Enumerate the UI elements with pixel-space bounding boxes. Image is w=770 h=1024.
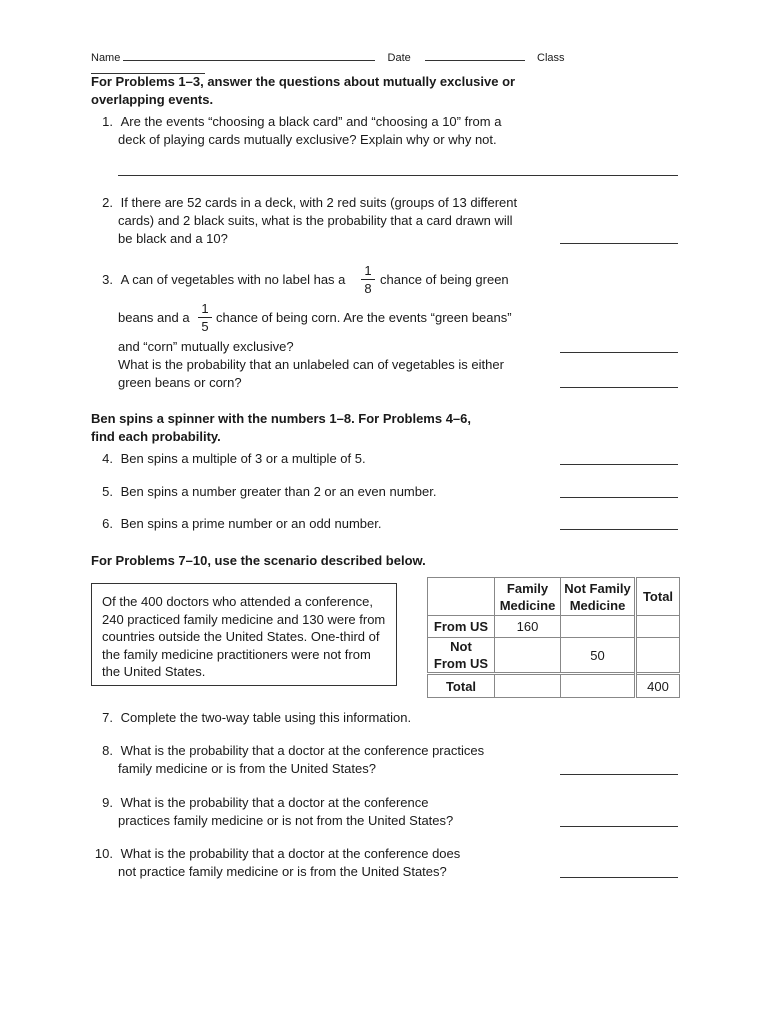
- question-6: [91, 515, 382, 533]
- two-way-table: [427, 577, 680, 698]
- section1-instruction: For Problems 1–3, answer the questions about mutually exclusive or overlapping events.: [91, 74, 516, 107]
- q3-line1a: A can of vegetables with no label has a: [120, 272, 346, 287]
- cell-total-family[interactable]: [495, 674, 561, 698]
- q3-line4: What is the probability that an unlabeled can of vegetables is either: [118, 357, 504, 372]
- q5-number: 5.: [102, 484, 113, 499]
- question-3: [91, 271, 345, 289]
- scenario-text: Of the 400 doctors who attended a conference, 240 practiced family medicine and 130 were from countries outside the United States. One-third of the family medicine practitioners were not from the United States.: [102, 594, 386, 679]
- cell-fromus-total[interactable]: [636, 616, 680, 638]
- q1-number: 1.: [102, 114, 113, 129]
- header-total: Total: [636, 578, 680, 616]
- q10-number: 10.: [94, 846, 113, 861]
- row-not-from-us: [428, 638, 495, 674]
- q4-answer-blank[interactable]: [560, 464, 678, 465]
- header-notfamily-line2: Medicine: [569, 597, 626, 613]
- row-notfromus-line2: From US: [433, 656, 489, 671]
- cell-total-total[interactable]: 400: [636, 674, 680, 698]
- q7-text: Complete the two-way table using this information.: [120, 710, 412, 725]
- q6-answer-blank[interactable]: [560, 529, 678, 530]
- q7-number: 7.: [102, 710, 113, 725]
- q2-line3: be black and a 10?: [118, 231, 228, 246]
- question-2: [91, 194, 517, 212]
- date-field[interactable]: [425, 51, 525, 61]
- q9-answer-blank[interactable]: [560, 826, 678, 827]
- q8-answer-blank[interactable]: [560, 774, 678, 775]
- q3-line2b: chance of being corn. Are the events “green beans”: [216, 310, 512, 325]
- header-family-medicine: [495, 578, 561, 616]
- question-5: [91, 483, 436, 501]
- q10-line1: What is the probability that a doctor at the conference does: [120, 846, 461, 861]
- q4-number: 4.: [102, 451, 113, 466]
- q3-fraction-one-eighth: [361, 263, 375, 296]
- q3a-answer-blank[interactable]: [560, 352, 678, 353]
- row-total: Total: [428, 674, 495, 698]
- class-label: Class: [537, 52, 565, 64]
- q1-line1: Are the events “choosing a black card” and “choosing a 10” from a: [120, 114, 502, 129]
- row-from-us: From US: [428, 616, 495, 638]
- q6-number: 6.: [102, 516, 113, 531]
- frac2-denominator: 5: [201, 319, 209, 334]
- name-field[interactable]: [123, 51, 375, 61]
- section2-instruction-line2: find each probability.: [91, 429, 221, 444]
- q9-line1: What is the probability that a doctor at the conference: [120, 795, 429, 810]
- q2-line2: cards) and 2 black suits, what is the probability that a card drawn will: [118, 213, 513, 228]
- q8-line2: family medicine or is from the United States?: [118, 761, 376, 776]
- q2-line1: If there are 52 cards in a deck, with 2 red suits (groups of 13 different: [120, 195, 518, 210]
- question-4: [91, 450, 366, 468]
- corner-cell: [428, 578, 495, 616]
- q5-text: Ben spins a number greater than 2 or an even number.: [120, 484, 437, 499]
- frac1-numerator: 1: [364, 263, 372, 278]
- cell-notfromus-notfamily[interactable]: 50: [561, 638, 636, 674]
- cell-notfromus-family[interactable]: [495, 638, 561, 674]
- q9-number: 9.: [102, 795, 113, 810]
- section2-instruction-line1: Ben spins a spinner with the numbers 1–8. For Problems 4–6,: [91, 411, 471, 426]
- q5-answer-blank[interactable]: [560, 497, 678, 498]
- q3-line2a: beans and a: [118, 310, 190, 325]
- section3-instruction: For Problems 7–10, use the scenario described below.: [91, 553, 426, 568]
- question-10: [91, 845, 460, 863]
- q3-number: 3.: [102, 272, 113, 287]
- frac2-numerator: 1: [201, 301, 209, 316]
- name-label: Name: [91, 52, 121, 64]
- q8-number: 8.: [102, 743, 113, 758]
- question-9: [91, 794, 428, 812]
- frac2-bar: [198, 317, 212, 318]
- cell-notfromus-total[interactable]: [636, 638, 680, 674]
- question-8: [91, 742, 484, 760]
- q2-answer-blank[interactable]: [560, 243, 678, 244]
- row-notfromus-line1: Not: [450, 639, 472, 654]
- scenario-box: [91, 583, 397, 686]
- q9-line2: practices family medicine or is not from the United States?: [118, 813, 454, 828]
- cell-total-notfamily[interactable]: [561, 674, 636, 698]
- q10-line2: not practice family medicine or is from the United States?: [118, 864, 447, 879]
- q6-text: Ben spins a prime number or an odd number.: [120, 516, 382, 531]
- frac1-denominator: 8: [364, 281, 372, 296]
- q4-text: Ben spins a multiple of 3 or a multiple of 5.: [120, 451, 366, 466]
- frac1-bar: [361, 279, 375, 280]
- cell-fromus-family[interactable]: 160: [495, 616, 561, 638]
- q8-line1: What is the probability that a doctor at the conference practices: [120, 743, 485, 758]
- q3b-answer-blank[interactable]: [560, 387, 678, 388]
- q1-line2: deck of playing cards mutually exclusive? Explain why or why not.: [118, 132, 497, 147]
- header-not-family-medicine: [561, 578, 636, 616]
- date-label: Date: [387, 52, 411, 64]
- header-family-line1: Family: [506, 580, 549, 596]
- q3-line1b: chance of being green: [380, 272, 509, 287]
- cell-fromus-notfamily[interactable]: [561, 616, 636, 638]
- question-1: [91, 113, 501, 131]
- question-7: [91, 709, 411, 727]
- q2-number: 2.: [102, 195, 113, 210]
- q3-line3: and “corn” mutually exclusive?: [118, 339, 294, 354]
- header-notfamily-line1: Not Family: [564, 580, 631, 596]
- header-family-line2: Medicine: [499, 597, 556, 613]
- q3-fraction-one-fifth: [198, 301, 212, 334]
- q3-line5: green beans or corn?: [118, 375, 242, 390]
- q10-answer-blank[interactable]: [560, 877, 678, 878]
- q1-answer-line[interactable]: [118, 175, 678, 176]
